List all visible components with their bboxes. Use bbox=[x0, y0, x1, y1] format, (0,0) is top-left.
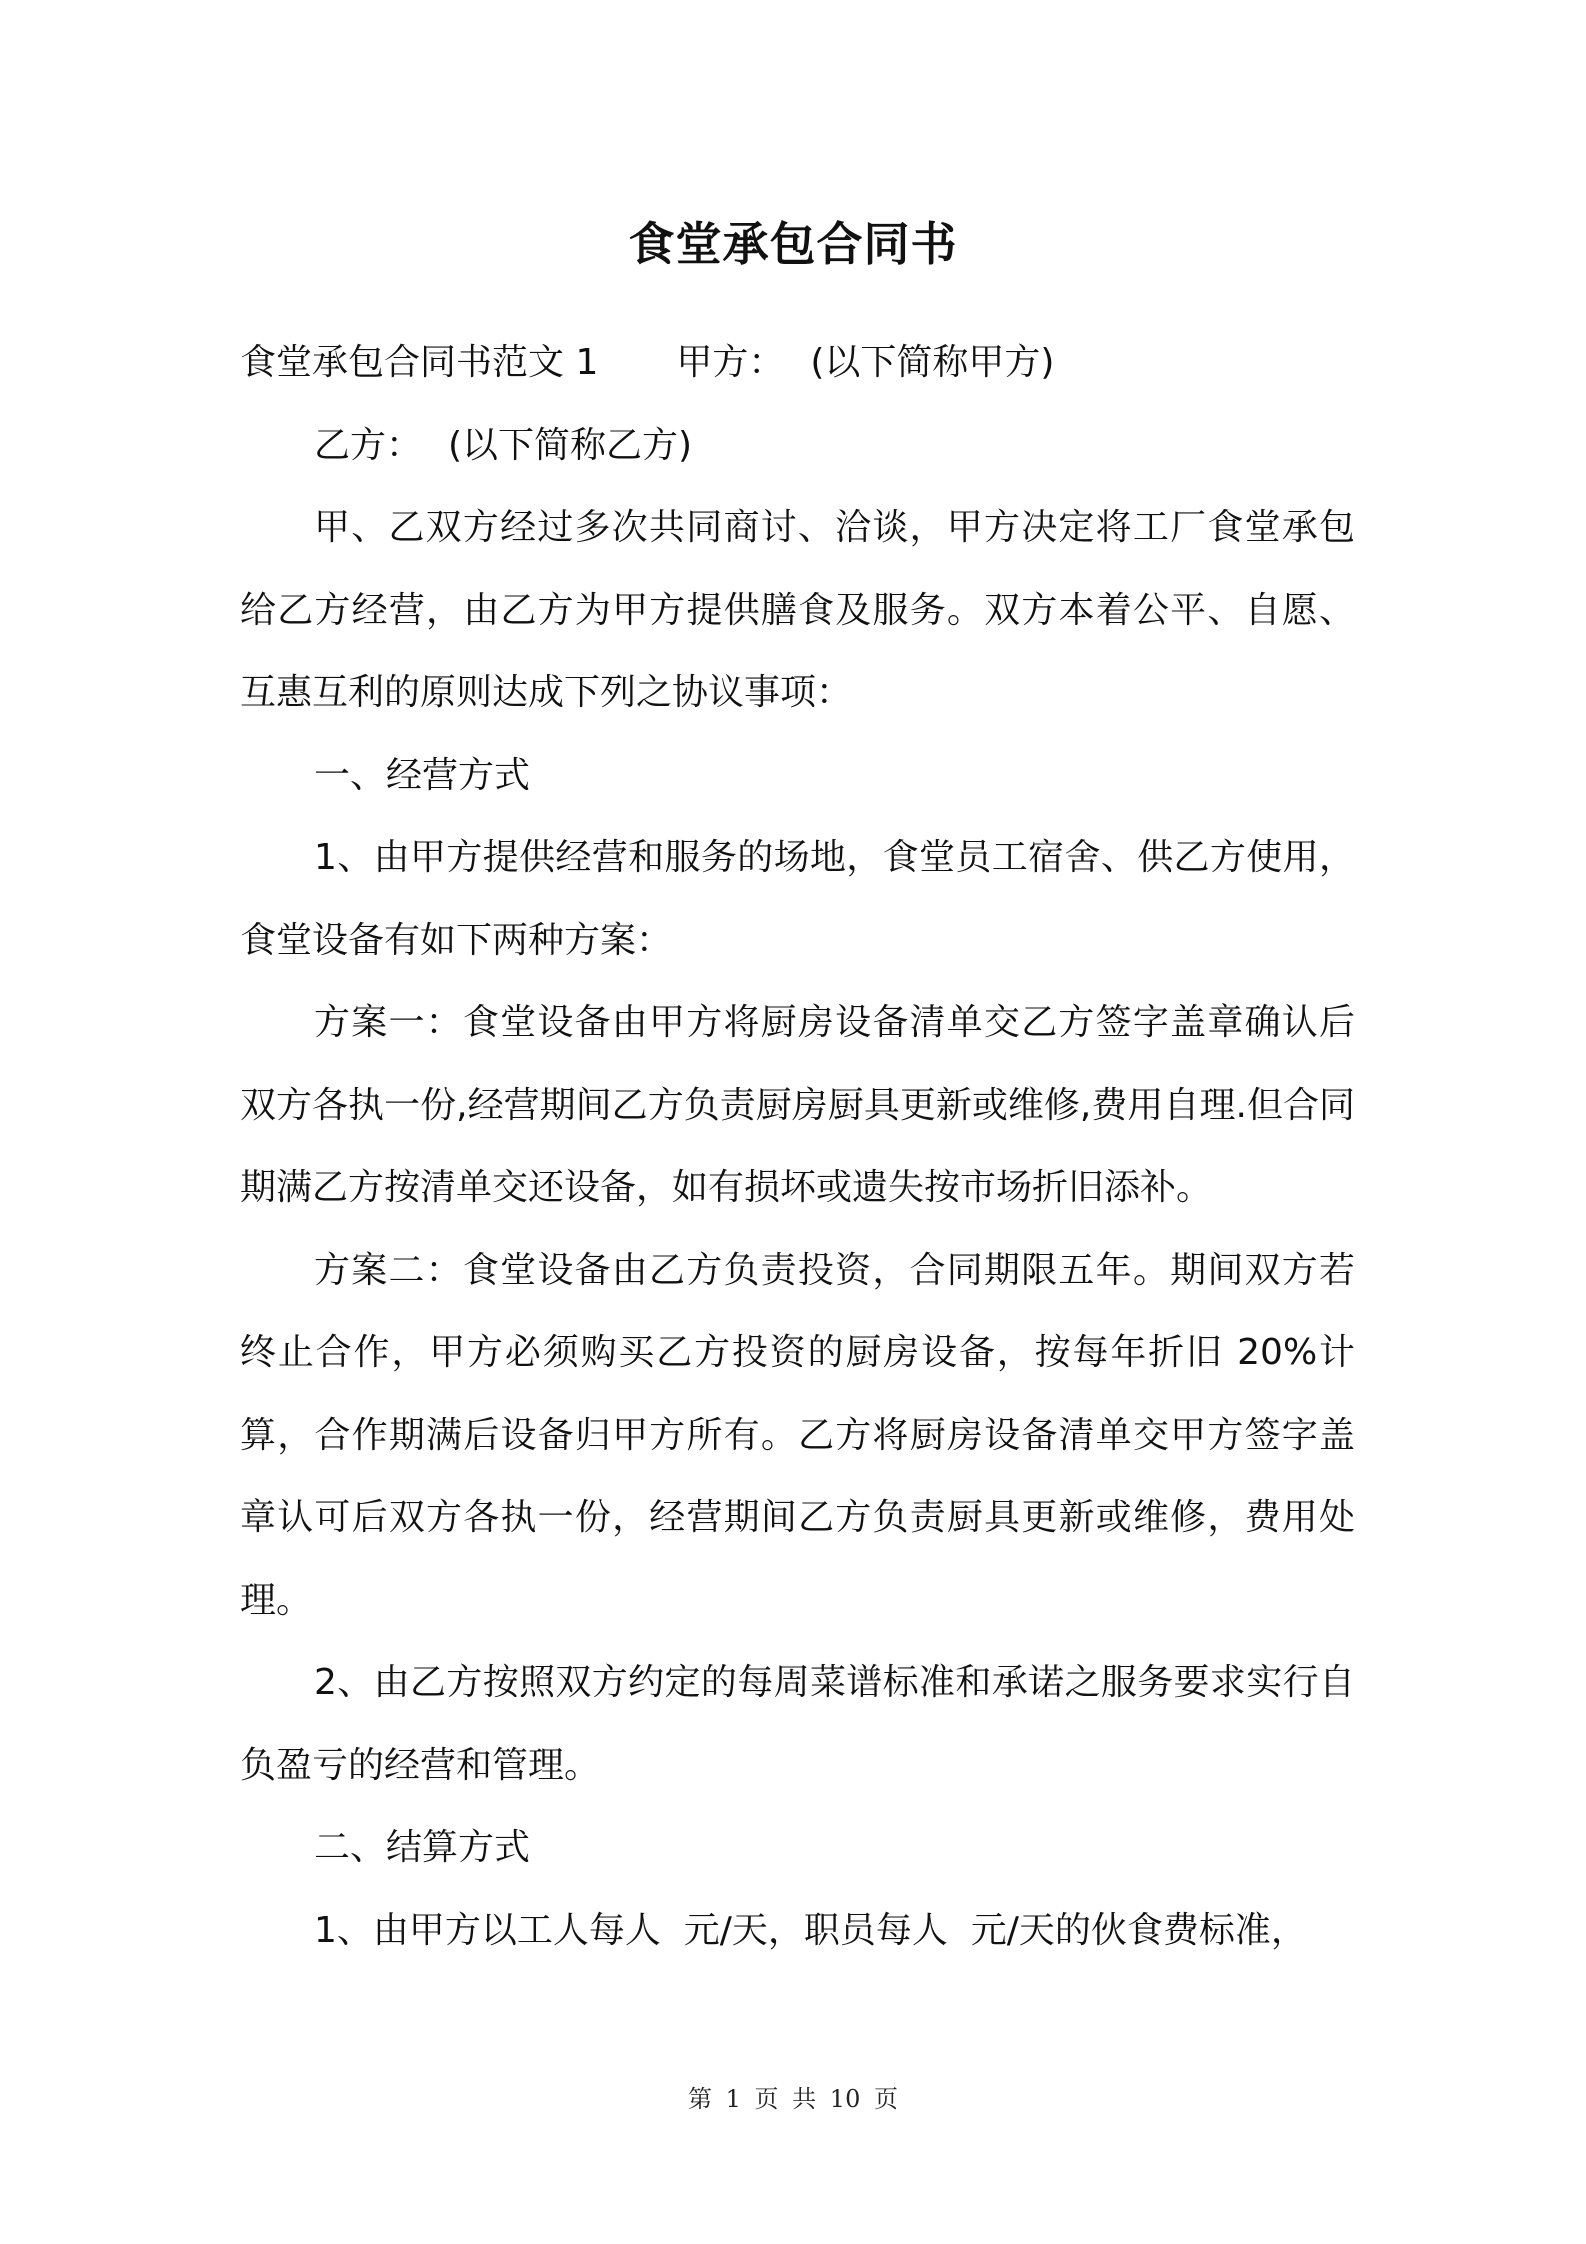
party-a-label: 甲方： bbox=[676, 342, 785, 383]
clause-1-venue: 1、由甲方提供经营和服务的场地，食堂员工宿舍、供乙方使用，食堂设备有如下两种方案： bbox=[240, 837, 1355, 961]
party-a-note: (以下简称甲方) bbox=[810, 342, 1055, 383]
clause-1-settlement: 1、由甲方以工人每人 元/天，职员每人 元/天的伙食费标准， bbox=[314, 1909, 1307, 1951]
section-heading-operation: 一、经营方式 bbox=[314, 754, 531, 796]
party-b-label: 乙方： bbox=[314, 424, 423, 466]
party-b-line bbox=[240, 405, 1355, 488]
document-title: 食堂承包合同书 bbox=[628, 217, 958, 271]
document-body bbox=[240, 322, 1355, 1972]
clause-2-management: 2、由乙方按照双方约定的每周菜谱标准和承诺之服务要求实行自负盈亏的经营和管理。 bbox=[240, 1662, 1355, 1786]
party-b-note: (以下简称乙方) bbox=[448, 424, 693, 466]
plan-two: 方案二：食堂设备由乙方负责投资，合同期限五年。期间双方若终止合作，甲方必须购买乙方投资的厨房设备，按每年折旧 20%计算，合作期满后设备归甲方所有。乙方将厨房设备清单交甲方签字盖章认可后双方各执一份，经营期间乙方负责厨具更新或维修，费用处理。 bbox=[240, 1249, 1355, 1621]
sample-heading: 食堂承包合同书范文 1 bbox=[240, 342, 599, 383]
paragraph-preamble: 甲、乙双方经过多次共同商讨、洽谈，甲方决定将工厂食堂承包给乙方经营，由乙方为甲方提供膳食及服务。双方本着公平、自愿、互惠互利的原则达成下列之协议事项： bbox=[240, 507, 1355, 713]
plan-one: 方案一：食堂设备由甲方将厨房设备清单交乙方签字盖章确认后双方各执一份,经营期间乙方负责厨房厨具更新或维修,费用自理.但合同期满乙方按清单交还设备，如有损坏或遗失按市场折旧添补。 bbox=[240, 1002, 1355, 1208]
page-number-footer: 第 1 页 共 10 页 bbox=[688, 2085, 898, 2113]
section-heading-settlement: 二、结算方式 bbox=[314, 1827, 531, 1868]
intro-line bbox=[240, 322, 1355, 405]
